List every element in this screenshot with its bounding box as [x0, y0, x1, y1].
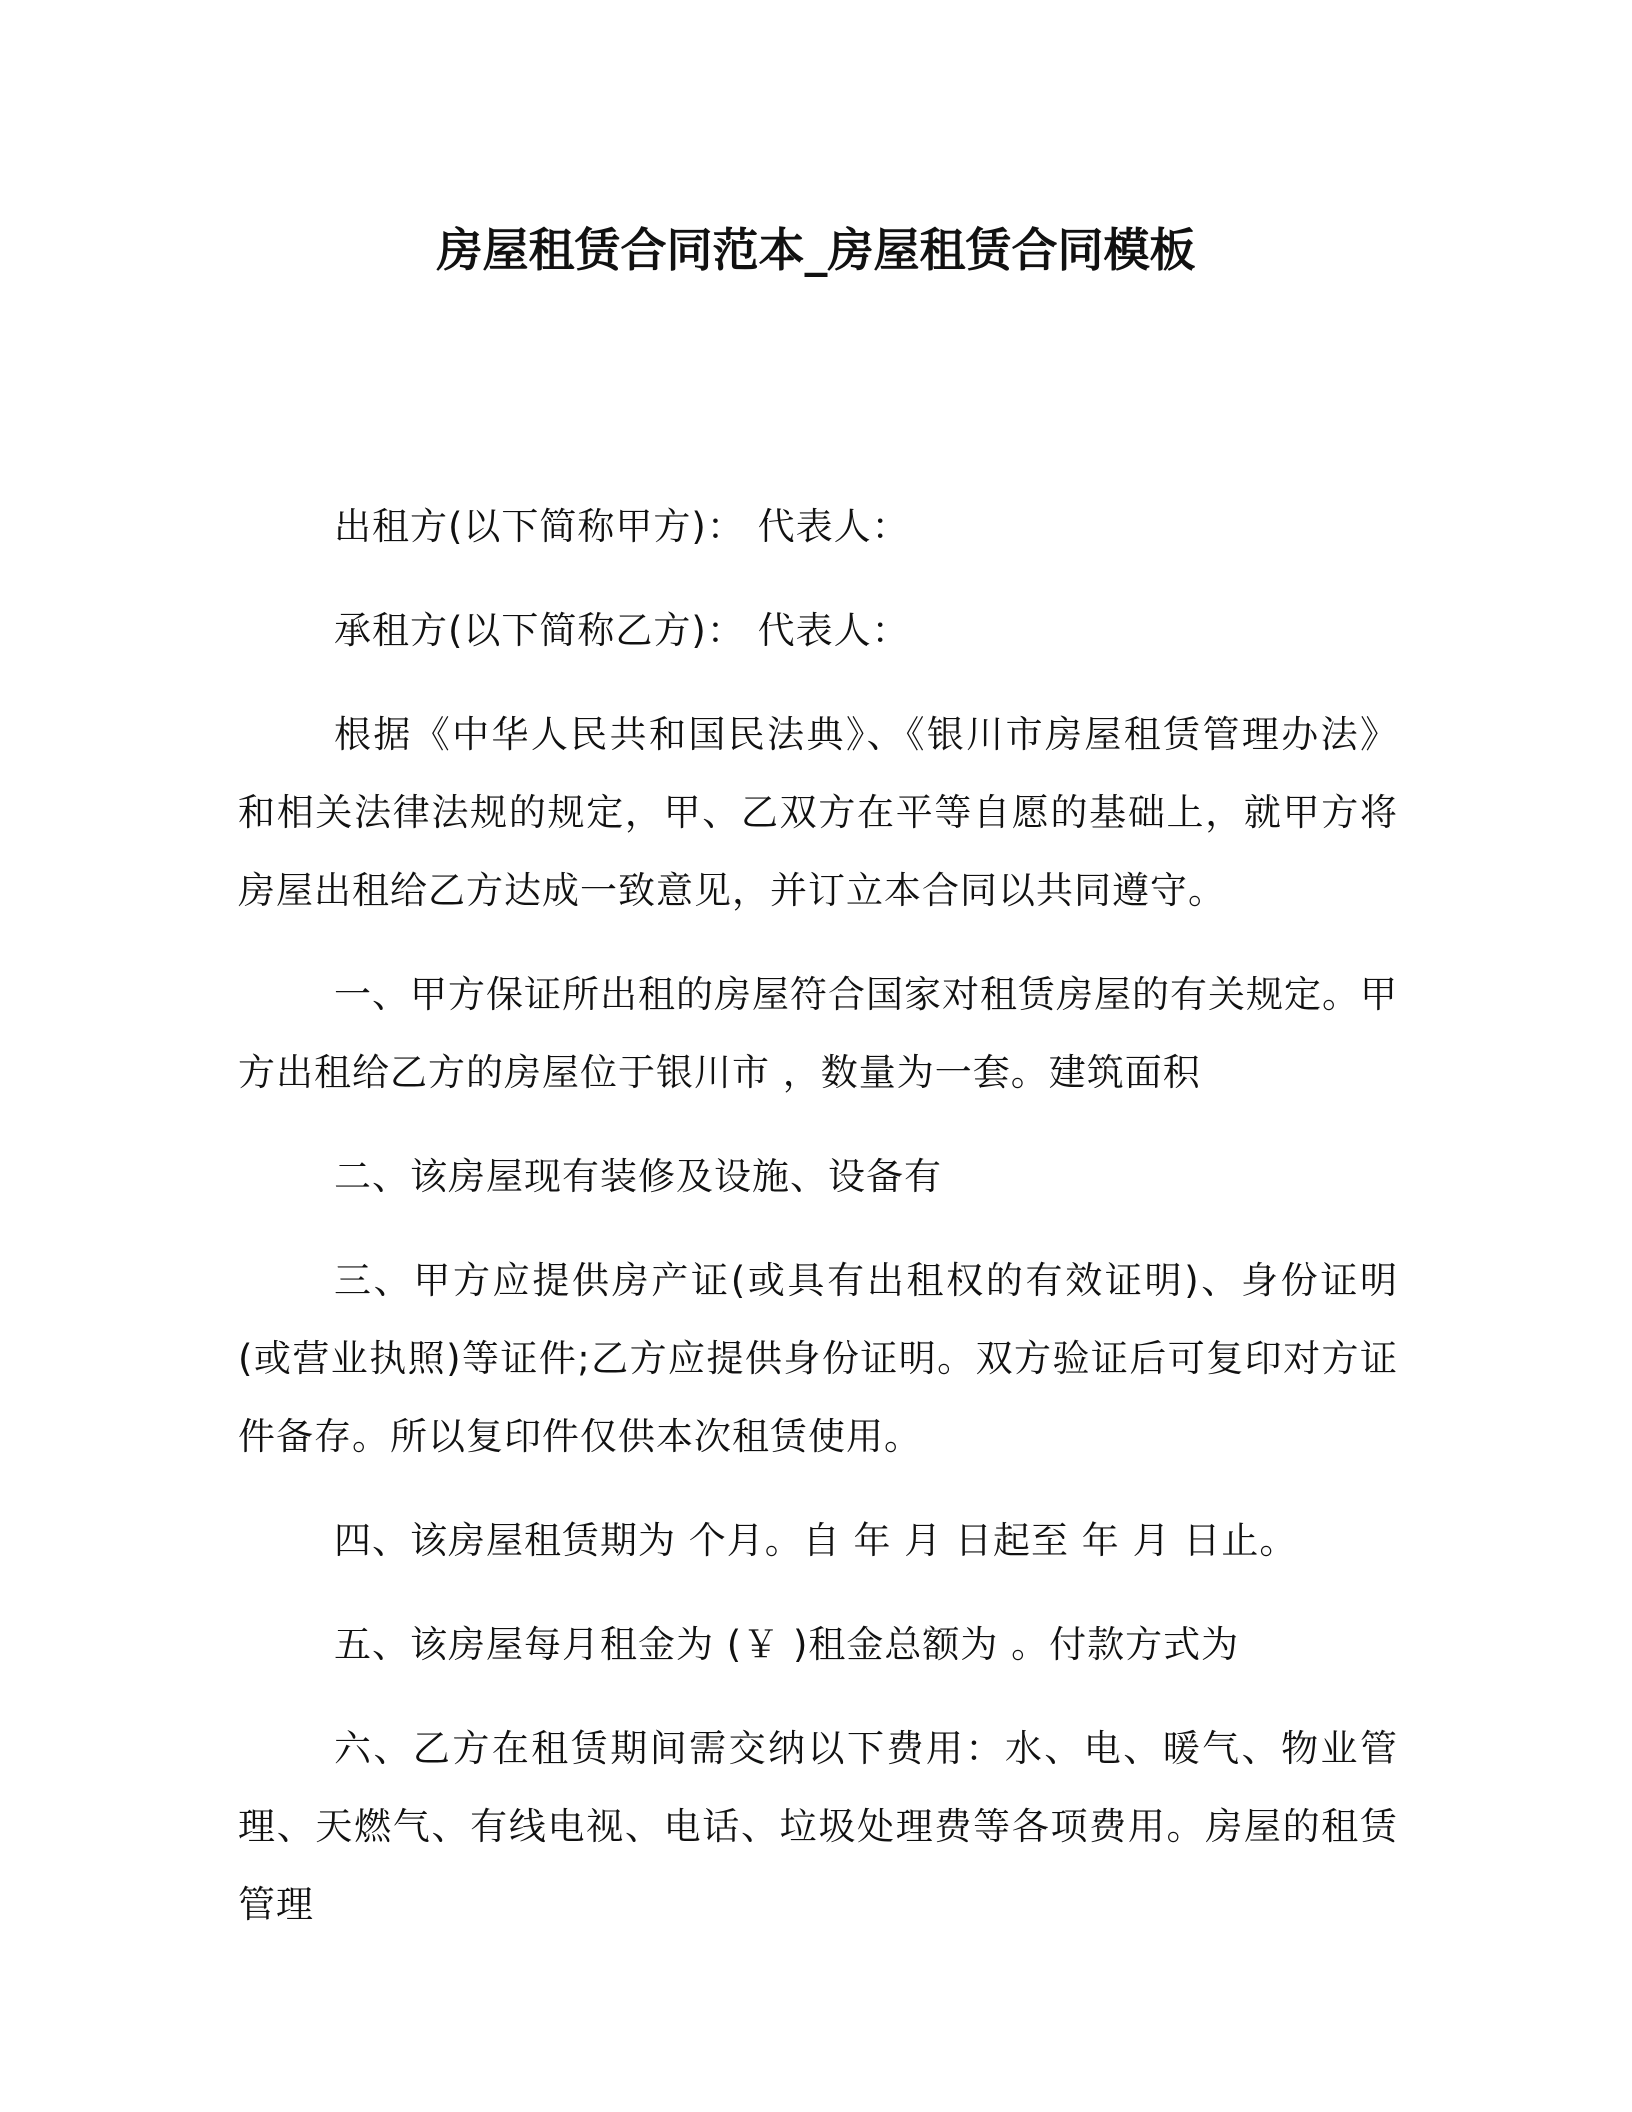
paragraph-preamble: 根据《中华人民共和国民法典》、《银川市房屋租赁管理办法》和相关法律法规的规定，甲、乙双方在平等自愿的基础上，就甲方将房屋出租给乙方达成一致意见，并订立本合同以共同遵守。: [238, 713, 1398, 912]
document-body: [238, 488, 1398, 1970]
paragraph-clause-5: 五、该房屋每月租金为 (￥ )租金总额为 。付款方式为: [334, 1623, 1240, 1666]
paragraph-lessee: 承租方(以下简称乙方)： 代表人：: [334, 609, 910, 652]
paragraph-clause-6: 六、乙方在租赁期间需交纳以下费用：水、电、暖气、物业管理、天燃气、有线电视、电话、垃圾处理费等各项费用。房屋的租赁管理: [238, 1727, 1398, 1926]
paragraph-clause-2: 二、该房屋现有装修及设施、设备有: [334, 1155, 942, 1198]
paragraph-clause-4: 四、该房屋租赁期为 个月。自 年 月 日起至 年 月 日止。: [334, 1519, 1298, 1562]
document-title: 房屋租赁合同范本_房屋租赁合同模板: [436, 223, 1196, 277]
paragraph-clause-1: 一、甲方保证所出租的房屋符合国家对租赁房屋的有关规定。甲方出租给乙方的房屋位于银川市 ，数量为一套。建筑面积: [238, 973, 1398, 1094]
paragraph-clause-3: 三、甲方应提供房产证(或具有出租权的有效证明)、身份证明(或营业执照)等证件;乙方应提供身份证明。双方验证后可复印对方证件备存。所以复印件仅供本次租赁使用。: [238, 1259, 1398, 1458]
paragraph-lessor: 出租方(以下简称甲方)： 代表人：: [334, 505, 910, 548]
